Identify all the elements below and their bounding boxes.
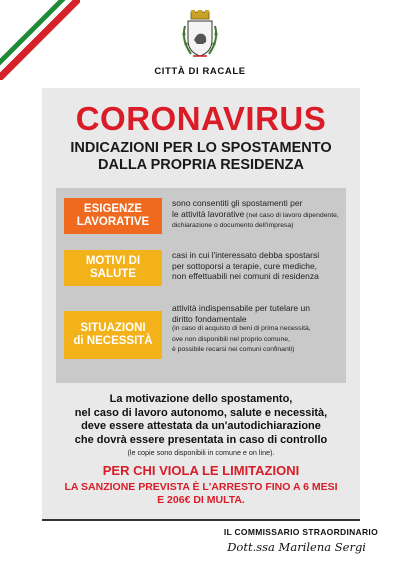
rule-text-note: (in caso di acquisto di beni di prima necessità, — [172, 325, 311, 332]
poster-subtitle — [42, 140, 360, 174]
badge-text: ESIGENZE — [83, 203, 143, 215]
rule-health — [56, 248, 346, 290]
statement-line: nel caso di lavoro autonomo, salute e necessità, — [74, 406, 328, 419]
badge-necessity — [64, 311, 162, 359]
badge-text: SITUAZIONI — [80, 322, 146, 334]
rule-text-line: diritto fondamentale — [172, 313, 247, 324]
rule-text-line: le attività lavorative — [172, 208, 245, 219]
commissioner-title: IL COMMISSARIO STRAORDINARIO — [223, 527, 378, 537]
badge-text: di NECESSITÀ — [73, 335, 153, 347]
rule-text-note: ove non disponibili nel proprio comune, — [172, 335, 290, 343]
subtitle-line: INDICAZIONI PER LO SPOSTAMENTO — [70, 140, 332, 156]
commissioner-signature: Dott.ssa Marilena Sergi — [227, 540, 366, 554]
rule-text-note: è possibile recarsi nei comuni confinanti) — [172, 346, 295, 353]
rule-necessity — [56, 303, 346, 373]
badge-text: LAVORATIVE — [76, 216, 150, 228]
badge-work — [64, 198, 162, 234]
badge-text: SALUTE — [90, 268, 136, 280]
statement-line: deve essere attestata da un'autodichiarazione — [81, 420, 321, 432]
statement-line: La motivazione dello spostamento, — [109, 393, 293, 405]
badge-health — [64, 250, 162, 286]
rule-text-necessity — [172, 303, 344, 356]
rule-text-line: sono consentiti gli spostamenti per — [172, 198, 303, 208]
rule-text-health — [172, 250, 344, 282]
subtitle-line: DALLA PROPRIA RESIDENZA — [98, 157, 304, 173]
badge-text: MOTIVI DI — [85, 255, 141, 267]
municipal-crest-icon — [179, 10, 221, 64]
divider — [42, 519, 360, 521]
rules-panel — [56, 188, 346, 383]
violation-line: LA SANZIONE PREVISTA È L'ARRESTO FINO A 6 MESI — [64, 481, 338, 493]
violation-title: PER CHI VIOLA LE LIMITAZIONI — [102, 463, 300, 478]
statement-note: (le copie sono disponibili in comune e on line). — [127, 448, 275, 457]
rule-text-line: non effettuabili nei comuni di residenza — [172, 271, 319, 281]
statement-line: che dovrà essere presentata in caso di controllo — [74, 433, 328, 446]
rule-text-line: attività indispensabile per tutelare un — [172, 303, 310, 313]
rule-text-line: per sottoporsi a terapie, cure mediche, — [172, 260, 318, 271]
coronavirus-poster — [42, 88, 360, 520]
poster-title: CORONAVIRUS — [75, 100, 327, 137]
rule-text-line: casi in cui l'interessato debba spostarsi — [172, 250, 320, 260]
violation-text — [42, 481, 360, 507]
statement — [42, 393, 360, 447]
rule-text-note: dichiarazione o documento dell'impresa) — [172, 222, 294, 229]
rule-text-work — [172, 198, 344, 232]
violation-line: E 206€ DI MULTA. — [157, 494, 245, 506]
rule-work — [56, 198, 346, 236]
rule-text-note: (nel caso di lavoro dipendente, — [244, 211, 339, 219]
city-name: CITTÀ DI RACALE — [154, 66, 246, 77]
